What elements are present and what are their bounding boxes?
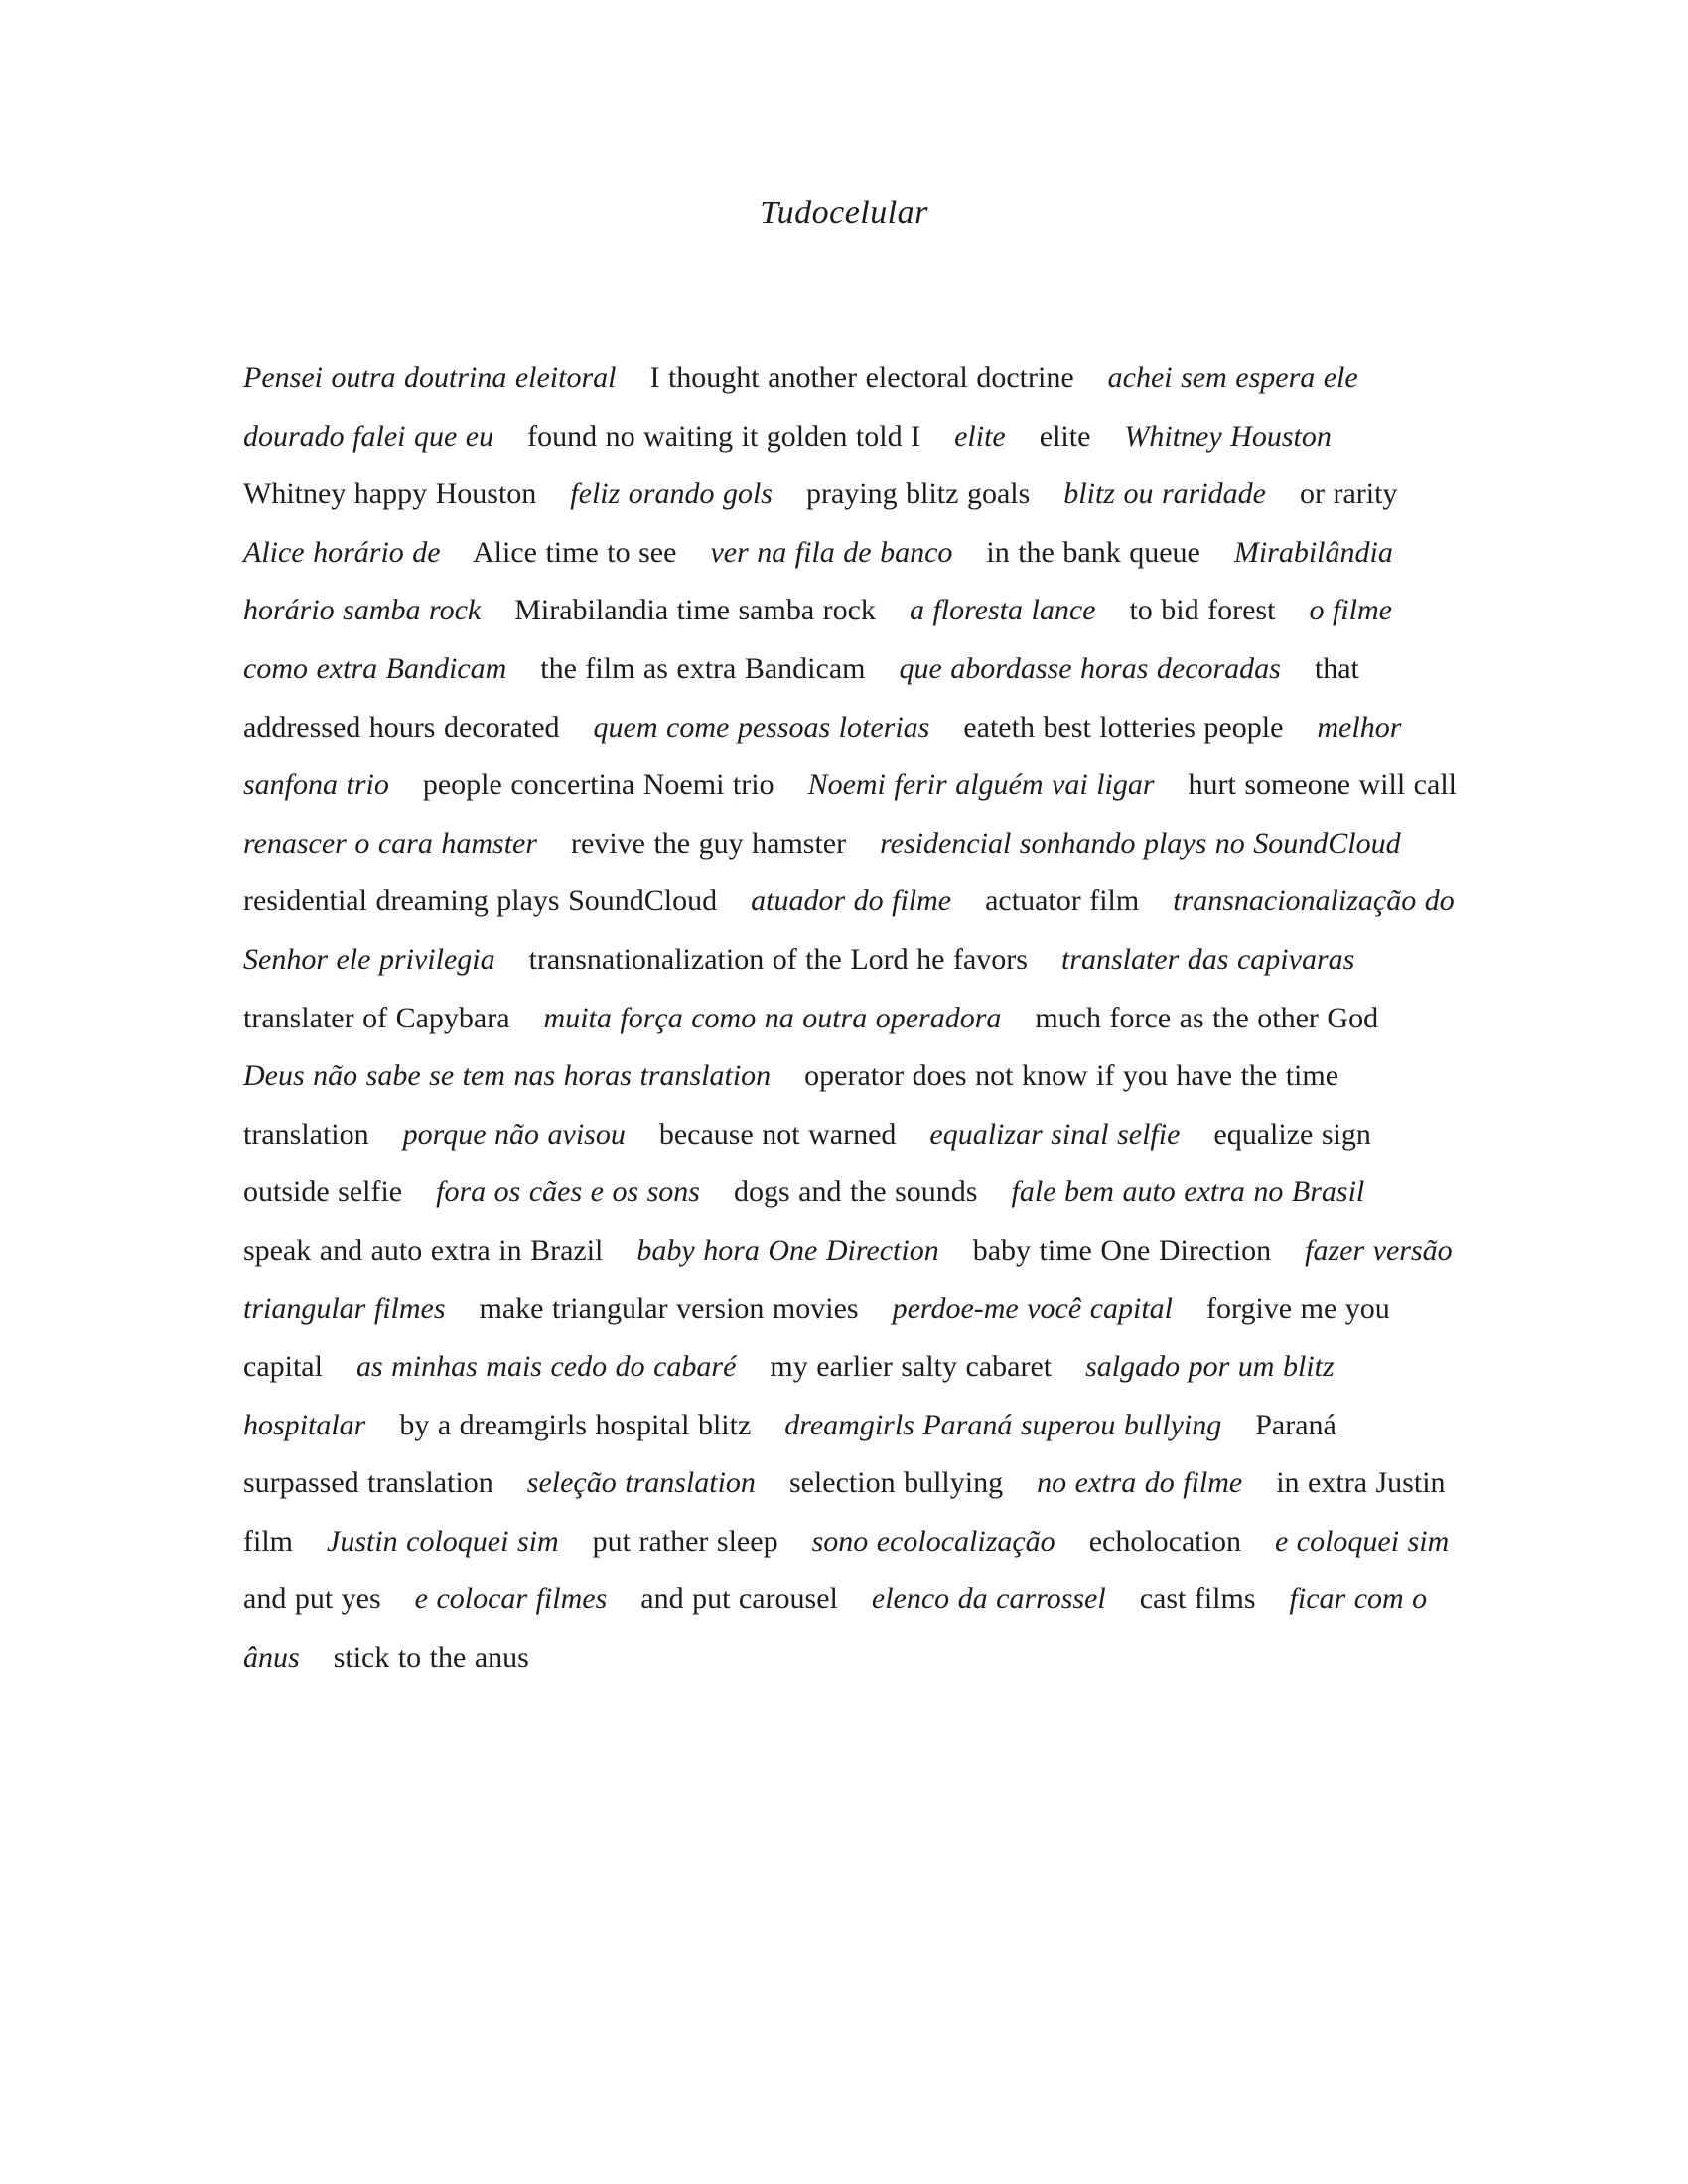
segment-translation: speak and auto extra in Brazil [243, 1233, 604, 1267]
segment-source-italic: e colocar filmes [414, 1582, 608, 1616]
segment-source-italic: perdoe-me você capital [892, 1292, 1174, 1325]
segment-translation: found no waiting it golden told I [527, 419, 921, 453]
segment-translation: by a dreamgirls hospital blitz [399, 1408, 752, 1441]
segment-source-italic: elenco da carrossel [871, 1582, 1106, 1616]
segment-source-italic: ver na fila de banco [710, 535, 953, 569]
segment-source-italic: salgado por um blitz hospitalar [243, 1350, 1343, 1441]
segment-source-italic: transnacionalização do Senhor ele privilegia [243, 885, 1464, 976]
segment-source-italic: ficar com o ânus [243, 1582, 1436, 1675]
segment-source-italic: Deus não sabe se tem nas horas translation [243, 1059, 772, 1093]
segment-source-italic: a floresta lance [909, 594, 1096, 627]
segment-translation: cast films [1139, 1582, 1256, 1616]
segment-source-italic: residencial sonhando plays no SoundCloud [880, 826, 1401, 860]
segment-translation: stick to the anus [333, 1641, 529, 1675]
segment-translation: transnationalization of the Lord he favors [528, 942, 1028, 976]
segment-translation: eateth best lotteries people [963, 710, 1284, 744]
segment-source-italic: quem come pessoas loterias [593, 710, 930, 744]
segment-translation: elite [1039, 419, 1091, 453]
segment-source-italic: fazer versão triangular filmes [243, 1233, 1462, 1325]
segment-source-italic: muita força como na outra operadora [543, 1001, 1002, 1034]
segment-translation: selection bullying [788, 1466, 1004, 1500]
segment-source-italic: achei sem espera ele dourado falei que eu [243, 361, 1367, 453]
segment-source-italic: Justin coloquei sim [327, 1524, 559, 1558]
segment-source-italic: Pensei outra doutrina eleitoral [243, 361, 617, 394]
segment-source-italic: melhor sanfona trio [243, 710, 1410, 802]
segment-source-italic: Whitney Houston [1124, 419, 1332, 453]
segment-translation: make triangular version movies [479, 1292, 859, 1325]
segment-source-italic: atuador do filme [751, 885, 952, 918]
segment-source-italic: Alice horário de [243, 535, 441, 569]
segment-translation: operator does not know if you have the time translation [243, 1059, 1347, 1151]
segment-source-italic: e coloquei sim [1274, 1524, 1450, 1558]
segment-translation: residential dreaming plays SoundCloud [243, 885, 718, 918]
segment-translation: Paraná surpassed translation [243, 1408, 1345, 1500]
segment-source-italic: renascer o cara hamster [243, 826, 538, 860]
body-paragraph [243, 349, 1464, 1688]
segment-source-italic: Mirabilândia horário samba rock [243, 535, 1402, 627]
segment-source-italic: que abordasse horas decoradas [899, 651, 1281, 685]
segment-source-italic: no extra do filme [1037, 1466, 1243, 1500]
segment-source-italic: Noemi ferir alguém vai ligar [807, 768, 1155, 802]
segment-translation: because not warned [658, 1117, 897, 1151]
segment-translation: I thought another electoral doctrine [649, 361, 1074, 394]
segment-translation: translater of Capybara [243, 1001, 510, 1034]
segment-source-italic: blitz ou raridade [1063, 478, 1266, 511]
segment-translation: hurt someone will call [1188, 768, 1457, 802]
segment-source-italic: feliz orando gols [570, 478, 773, 511]
segment-translation: that addressed hours decorated [243, 651, 1368, 744]
segment-source-italic: baby hora One Direction [636, 1233, 939, 1267]
segment-translation: Whitney happy Houston [243, 478, 537, 511]
page-title: Tudocelular [760, 195, 928, 231]
segment-translation: or rarity [1299, 478, 1398, 511]
segment-source-italic: equalizar sinal selfie [929, 1117, 1181, 1151]
segment-translation: baby time One Direction [972, 1233, 1272, 1267]
segment-source-italic: dreamgirls Paraná superou bullying [784, 1408, 1222, 1441]
segment-source-italic: as minhas mais cedo do cabaré [355, 1350, 737, 1384]
segment-source-italic: fale bem auto extra no Brasil [1011, 1175, 1365, 1209]
segment-translation: praying blitz goals [805, 478, 1031, 511]
segment-translation: echolocation [1088, 1524, 1241, 1558]
segment-translation: and put yes [243, 1582, 381, 1616]
segment-translation: my earlier salty cabaret [770, 1350, 1053, 1384]
segment-translation: people concertina Noemi trio [422, 768, 774, 802]
segment-translation: put rather sleep [592, 1524, 778, 1558]
segment-translation: to bid forest [1129, 594, 1276, 627]
segment-translation: forgive me you capital [243, 1292, 1399, 1384]
segment-translation: equalize sign outside selfie [243, 1117, 1380, 1209]
segment-translation: and put carousel [640, 1582, 838, 1616]
segment-translation: much force as the other God [1035, 1001, 1379, 1034]
segment-translation: actuator film [985, 885, 1140, 918]
segment-translation: in the bank queue [986, 535, 1200, 569]
segment-translation: revive the guy hamster [571, 826, 847, 860]
segment-translation: Alice time to see [473, 535, 677, 569]
segment-source-italic: elite [954, 419, 1006, 453]
segment-source-italic: o filme como extra Bandicam [243, 594, 1401, 685]
segment-translation: the film as extra Bandicam [540, 651, 866, 685]
segment-translation: Mirabilandia time samba rock [514, 594, 876, 627]
segment-source-italic: porque não avisou [402, 1117, 626, 1151]
segment-source-italic: translater das capivaras [1060, 942, 1355, 976]
segment-source-italic: seleção translation [526, 1466, 756, 1500]
segment-source-italic: fora os cães e os sons [436, 1175, 700, 1209]
segment-translation: in extra Justin film [243, 1466, 1455, 1558]
segment-source-italic: sono ecolocalização [811, 1524, 1055, 1558]
segment-translation: dogs and the sounds [733, 1175, 978, 1209]
